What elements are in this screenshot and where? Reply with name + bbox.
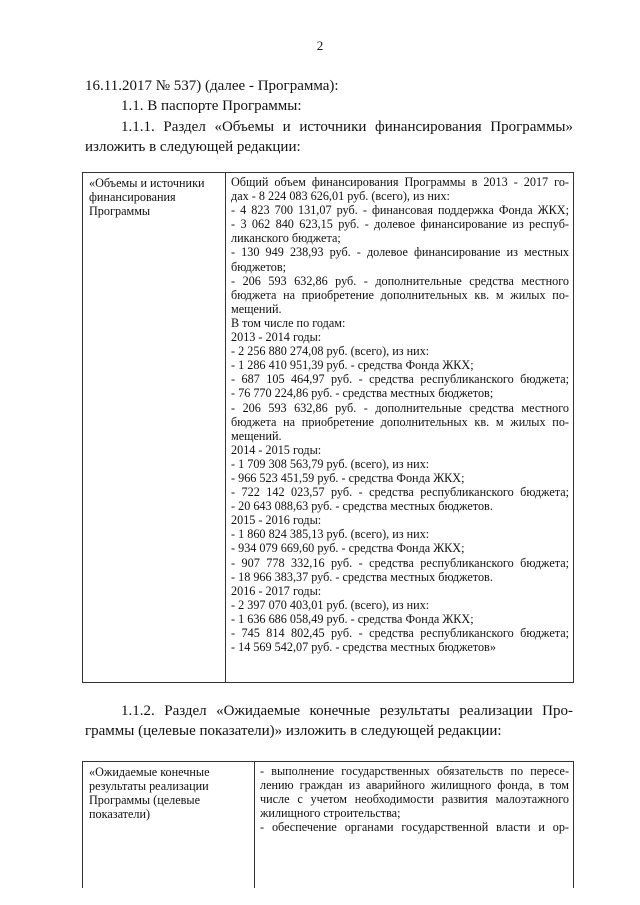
financing-table-content-line: мещений.	[231, 428, 282, 443]
results-table-content-line: - обеспечение органами государственной власти и ор-	[260, 820, 569, 835]
financing-table-content-line: - 3 062 840 623,15 руб. - долевое финансирование из респуб-	[231, 217, 569, 232]
financing-table-content-line: - 1 286 410 951,39 руб. - средства Фонда ЖКХ;	[231, 358, 474, 373]
item-1-1-2-line1: 1.1.2. Раздел «Ожидаемые конечные результаты реализации Про-	[121, 703, 573, 719]
results-table-label-line: Программы (целевые	[89, 793, 200, 808]
financing-table-content-line: - 907 778 332,16 руб. - средства республиканского бюджета;	[231, 555, 569, 570]
financing-table-content-line: - 4 823 700 131,07 руб. - финансовая поддержка Фонда ЖКХ;	[231, 203, 569, 218]
financing-table-content-line: ликанского бюджета;	[231, 231, 341, 246]
financing-table-content-line: - 130 949 238,93 руб. - долевое финансирование из местных	[231, 245, 569, 260]
results-table-label-cell	[83, 762, 255, 888]
financing-table-content-line: - 1 709 308 563,79 руб. (всего), из них:	[231, 456, 430, 471]
financing-table-content-line: - 206 593 632,86 руб. - дополнительные средства местного	[231, 273, 569, 288]
results-table-label-line: результаты реализации	[89, 779, 209, 794]
financing-table-content-line: мещений.	[231, 301, 282, 316]
financing-table-content-line: - 20 643 088,63 руб. - средства местных бюджетов.	[231, 499, 493, 514]
financing-table-content-line: бюджета на приобретение дополнительных кв. м жилых по-	[231, 287, 569, 302]
financing-table-content-line: - 966 523 451,59 руб. - средства Фонда ЖКХ;	[231, 470, 465, 485]
page-number: 2	[316, 38, 324, 53]
financing-table-label-line: «Объемы и источники	[89, 176, 205, 190]
financing-table-content-line: 2015 - 2016 годы:	[231, 513, 322, 528]
results-table-content-line: числе с учетом необходимости развития малоэтажного	[260, 792, 569, 807]
financing-table-content-line: 2016 - 2017 годы:	[231, 583, 322, 598]
financing-table-content-line: Общий объем финансирования Программы в 2013 - 2017 го-	[231, 175, 569, 189]
financing-table-content-line: бюджета на приобретение дополнительных кв. м жилых по-	[231, 414, 569, 429]
intro-line: 16.11.2017 № 537) (далее - Программа):	[85, 78, 339, 94]
results-table-label-line: «Ожидаемые конечные	[89, 765, 210, 779]
item-1-1-2-line2: граммы (целевые показатели)» изложить в следующей редакции:	[85, 723, 502, 739]
financing-table-content-line: - 687 105 464,97 руб. - средства республиканского бюджета;	[231, 372, 569, 387]
results-table-label-line: показатели)	[89, 807, 151, 822]
financing-table-content-line: - 206 593 632,86 руб. - дополнительные средства местного	[231, 400, 569, 415]
results-table	[82, 761, 574, 888]
financing-table-content-cell	[226, 173, 573, 682]
financing-table-content-line: - 18 966 383,37 руб. - средства местных бюджетов.	[231, 569, 493, 584]
financing-table-content-line: - 2 397 070 403,01 руб. (всего), из них:	[231, 597, 430, 612]
financing-table-content-line: 2013 - 2014 годы:	[231, 330, 322, 345]
results-table-content-line: - выполнение государственных обязательств по пересе-	[260, 764, 569, 778]
results-table-content-line: жилищного строительства;	[260, 806, 401, 821]
item-1-1-heading: 1.1. В паспорте Программы:	[121, 98, 302, 114]
results-table-content-line: лению граждан из аварийного жилищного фонда, в том	[260, 778, 569, 793]
results-table-content-cell	[255, 762, 573, 888]
financing-table-label-cell	[83, 173, 226, 682]
financing-table-content-line: В том числе по годам:	[231, 315, 346, 330]
financing-table-content-line: бюджетов;	[231, 259, 286, 274]
financing-table-content-line: дах - 8 224 083 626,01 руб. (всего), из них:	[231, 189, 450, 204]
item-1-1-1-line2: изложить в следующей редакции:	[85, 139, 301, 155]
financing-table-content-line: - 76 770 224,86 руб. - средства местных бюджетов;	[231, 386, 494, 401]
financing-table-content-line: - 934 079 669,60 руб. - средства Фонда ЖКХ;	[231, 541, 465, 556]
item-1-1-1-line1: 1.1.1. Раздел «Объемы и источники финансирования Программы»	[121, 119, 573, 135]
financing-table-content-line: - 2 256 880 274,08 руб. (всего), из них:	[231, 344, 430, 359]
financing-table-label-line: финансирования	[89, 190, 176, 205]
financing-table-content-line: - 1 860 824 385,13 руб. (всего), из них:	[231, 527, 430, 542]
financing-table-content-line: 2014 - 2015 годы:	[231, 442, 322, 457]
financing-table	[82, 172, 574, 683]
financing-table-content-line: - 745 814 802,45 руб. - средства республиканского бюджета;	[231, 626, 569, 640]
financing-table-content-line: - 14 569 542,07 руб. - средства местных бюджетов»	[231, 640, 496, 655]
financing-table-label-line: Программы	[89, 204, 151, 219]
financing-table-content-line: - 722 142 023,57 руб. - средства республиканского бюджета;	[231, 485, 569, 500]
financing-table-content-line: - 1 636 686 058,49 руб. - средства Фонда ЖКХ;	[231, 611, 474, 626]
